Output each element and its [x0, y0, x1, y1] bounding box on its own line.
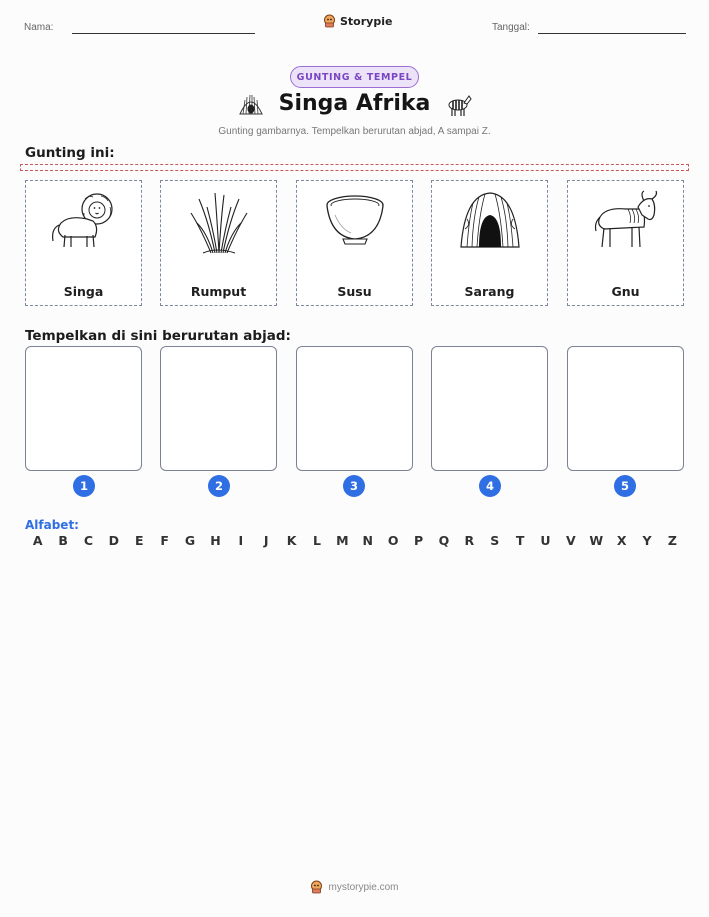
card-label: Susu [337, 284, 372, 299]
den-icon [432, 189, 547, 259]
paste-box-2[interactable] [160, 346, 277, 471]
footer-site-link[interactable]: mystorypie.com [328, 881, 399, 893]
date-label: Tanggal: [492, 22, 530, 33]
alphabet-letter: N [362, 533, 373, 548]
alphabet-letter: T [515, 533, 525, 548]
alphabet-letter: F [160, 533, 169, 548]
alphabet-letter: G [184, 533, 196, 548]
alphabet-letter: Y [642, 533, 652, 548]
page-title: Singa Afrika [278, 91, 431, 116]
cut-dashed-line [20, 164, 689, 171]
alphabet-letter: I [238, 533, 244, 548]
cut-card-gnu[interactable] [567, 180, 684, 306]
alphabet-letter: M [336, 533, 349, 548]
number-badge-5: 5 [614, 475, 636, 497]
alphabet-letter: Q [438, 533, 450, 548]
alphabet-letter: J [263, 533, 269, 548]
alphabet-letter: X [616, 533, 627, 548]
name-label: Nama: [24, 22, 54, 33]
lion-icon [26, 189, 141, 259]
paste-box-3[interactable] [296, 346, 413, 471]
alphabet-letter: L [313, 533, 321, 548]
number-badge-2: 2 [208, 475, 230, 497]
paste-box-1[interactable] [25, 346, 142, 471]
zebra-icon [444, 92, 472, 122]
alphabet-letter: H [210, 533, 221, 548]
cut-card-rumput[interactable] [160, 180, 277, 306]
number-badge-4: 4 [479, 475, 501, 497]
alphabet-row [25, 533, 690, 548]
alphabet-letter: P [413, 533, 424, 548]
number-badge-1: 1 [73, 475, 95, 497]
cut-card-sarang[interactable] [431, 180, 548, 306]
paste-box-5[interactable] [567, 346, 684, 471]
name-line[interactable] [72, 33, 255, 34]
alphabet-title: Alfabet: [25, 518, 79, 532]
brand-logo [323, 14, 392, 28]
alphabet-letter: E [134, 533, 144, 548]
alphabet-letter: Z [667, 533, 677, 548]
cut-section-title: Gunting ini: [25, 145, 115, 161]
storypie-mascot-icon [323, 14, 336, 28]
number-badge-3: 3 [343, 475, 365, 497]
date-line[interactable] [538, 33, 686, 34]
card-label: Singa [63, 284, 104, 299]
paste-box-4[interactable] [431, 346, 548, 471]
alphabet-letter: O [387, 533, 399, 548]
alphabet-letter: B [58, 533, 68, 548]
card-label: Rumput [190, 284, 247, 299]
alphabet-letter: W [589, 533, 604, 548]
alphabet-letter: C [83, 533, 94, 548]
card-label: Sarang [464, 284, 515, 299]
alphabet-letter: A [32, 533, 43, 548]
storypie-mascot-icon [310, 880, 323, 894]
footer [0, 880, 709, 894]
cut-card-susu[interactable] [296, 180, 413, 306]
instructions: Gunting gambarnya. Tempelkan berurutan abjad, A sampai Z. [218, 126, 491, 137]
alphabet-letter: V [566, 533, 576, 548]
alphabet-letter: D [108, 533, 120, 548]
brand-name: Storypie [340, 14, 393, 28]
alphabet-letter: U [540, 533, 551, 548]
bowl-icon [297, 189, 412, 259]
activity-badge: GUNTING & TEMPEL [290, 66, 419, 88]
wildebeest-icon [568, 189, 683, 259]
alphabet-letter: S [490, 533, 500, 548]
alphabet-letter: K [286, 533, 297, 548]
cut-card-singa[interactable] [25, 180, 142, 306]
alphabet-letter: R [464, 533, 475, 548]
paste-section-title: Tempelkan di sini berurutan abjad: [25, 328, 291, 344]
card-label: Gnu [611, 284, 640, 299]
grass-icon [161, 189, 276, 259]
